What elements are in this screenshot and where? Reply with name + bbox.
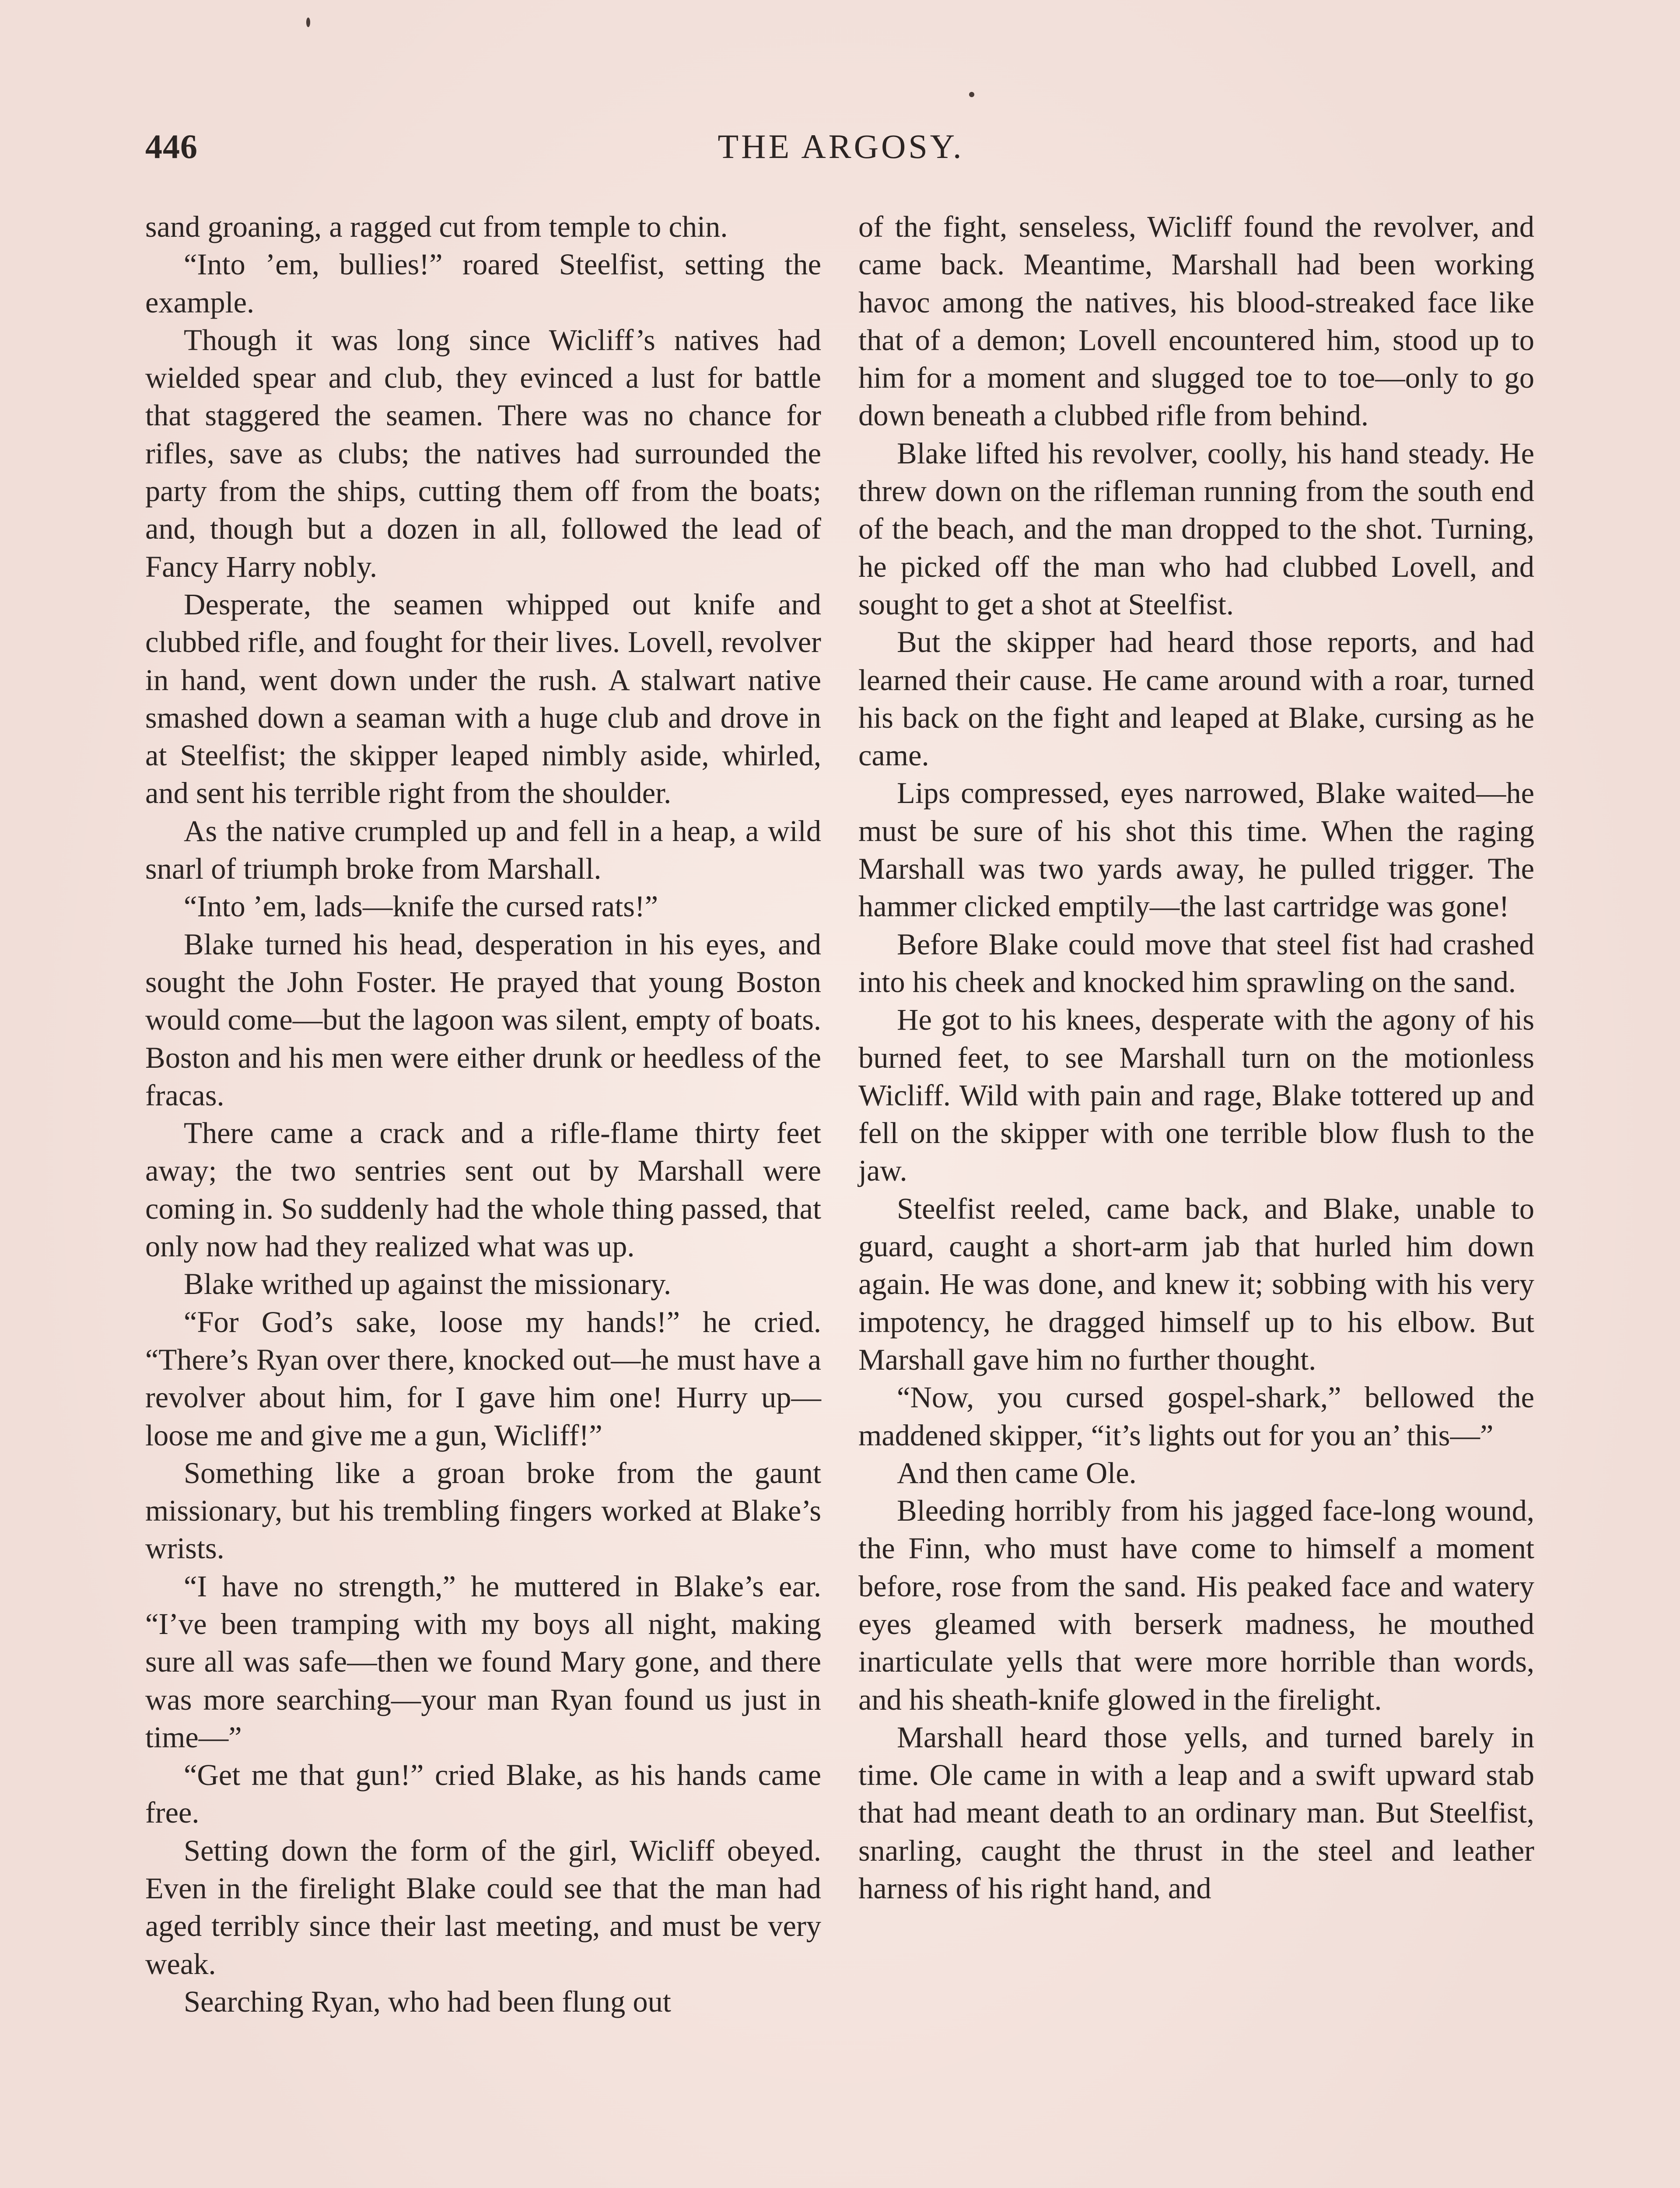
- paragraph: “Into ’em, bullies!” roared Steelfist, setting the example.: [145, 248, 821, 319]
- paragraph: Blake lifted his revolver, coolly, his hand steady. He threw down on the rifleman running from the south end of the beach, and the man dropped to the shot. Turning, he picked off the man who had clubbed Lovell, and sought to get a shot at Steelfist.: [858, 436, 1534, 621]
- paragraph: Something like a groan broke from the gaunt missionary, but his trembling fingers worked at Blake’s wrists.: [145, 1456, 821, 1565]
- print-speck: [306, 18, 310, 27]
- paragraph: Blake writhed up against the missionary.: [184, 1267, 672, 1301]
- paragraph: Searching Ryan, who had been flung out: [184, 1985, 671, 2018]
- paragraph: Desperate, the seamen whipped out knife and clubbed rifle, and fought for their lives. Lovell, revolver in hand, went down under the rush. A stalwart native smashed down a seaman with a huge club and drove in at Steelfist; the skipper leaped nimbly aside, whirled, and sent his terrible right from the shoulder.: [145, 587, 821, 810]
- paragraph: As the native crumpled up and fell in a heap, a wild snarl of triumph broke from Marshall.: [145, 814, 821, 886]
- page-number: 446: [145, 127, 198, 165]
- print-speck: [969, 92, 974, 97]
- paragraph: Steelfist reeled, came back, and Blake, unable to guard, caught a short-arm jab that hurled him down again. He was done, and knew it; sobbing with his very impotency, he dragged himself up to his elbow. But Marshall gave him no further thought.: [858, 1192, 1534, 1376]
- paragraph: “For God’s sake, loose my hands!” he cried. “There’s Ryan over there, knocked out—he must have a revolver about him, for I gave him one! Hurry up—loose me and give me a gun, Wicliff!”: [145, 1305, 821, 1452]
- paragraph: of the fight, senseless, Wicliff found the revolver, and came back. Meantime, Marshall had been working havoc among the natives, his blood-streaked face like that of a demon; Lovell encountered him, stood up to him for a moment and slugged toe to toe—only to go down beneath a clubbed rifle from behind.: [858, 210, 1534, 432]
- paragraph: Before Blake could move that steel fist had crashed into his cheek and knocked him sprawling on the sand.: [858, 927, 1534, 999]
- paragraph: There came a crack and a rifle-flame thirty feet away; the two sentries sent out by Marshall were coming in. So suddenly had the whole thing passed, that only now had they realized what was up.: [145, 1116, 821, 1263]
- paragraph: “Get me that gun!” cried Blake, as his hands came free.: [145, 1758, 821, 1830]
- paragraph: sand groaning, a ragged cut from temple to chin.: [145, 210, 728, 243]
- paragraph: And then came Ole.: [897, 1456, 1137, 1490]
- running-head: THE ARGOSY.: [718, 127, 964, 165]
- paragraph: “Into ’em, lads—knife the cursed rats!”: [184, 890, 658, 923]
- paragraph: Lips compressed, eyes narrowed, Blake waited—he must be sure of his shot this time. When the raging Marshall was two yards away, he pulled trigger. The hammer clicked emptily—the last cartridge was gone!: [858, 776, 1534, 923]
- paragraph: “Now, you cursed gospel-shark,” bellowed the maddened skipper, “it’s lights out for you an’ this—”: [858, 1381, 1534, 1452]
- right-column: [858, 208, 1534, 1907]
- page-header: [145, 127, 1536, 179]
- paragraph: Setting down the form of the girl, Wicliff obeyed. Even in the firelight Blake could see that the man had aged terribly since their last meeting, and must be very weak.: [145, 1834, 821, 1981]
- left-column: [145, 208, 821, 2020]
- paragraph: “I have no strength,” he muttered in Blake’s ear. “I’ve been tramping with my boys all night, making sure all was safe—then we found Mary gone, and there was more searching—your man Ryan found us just in time—”: [145, 1569, 821, 1754]
- paragraph: Marshall heard those yells, and turned barely in time. Ole came in with a leap and a swift upward stab that had meant death to an ordinary man. But Steelfist, snarling, caught the thrust in the steel and leather harness of his right hand, and: [858, 1720, 1534, 1905]
- paragraph: He got to his knees, desperate with the agony of his burned feet, to see Marshall turn on the motionless Wicliff. Wild with pain and rage, Blake tottered up and fell on the skipper with one terrible blow flush to the jaw.: [858, 1003, 1534, 1188]
- paragraph: Blake turned his head, desperation in his eyes, and sought the John Foster. He prayed that young Boston would come—but the lagoon was silent, empty of boats. Boston and his men were either drunk or heedless of the fracas.: [145, 927, 821, 1112]
- paragraph: Bleeding horribly from his jagged face-long wound, the Finn, who must have come to himself a moment before, rose from the sand. His peaked face and watery eyes gleamed with berserk madness, he mouthed inarticulate yells that were more horrible than words, and his sheath-knife glowed in the firelight.: [858, 1494, 1534, 1716]
- paragraph: Though it was long since Wicliff’s natives had wielded spear and club, they evinced a lust for battle that staggered the seamen. There was no chance for rifles, save as clubs; the natives had surrounded the party from the ships, cutting them off from the boats; and, though but a dozen in all, followed the lead of Fancy Harry nobly.: [145, 323, 821, 583]
- paragraph: But the skipper had heard those reports, and had learned their cause. He came around with a roar, turned his back on the fight and leaped at Blake, cursing as he came.: [858, 625, 1534, 772]
